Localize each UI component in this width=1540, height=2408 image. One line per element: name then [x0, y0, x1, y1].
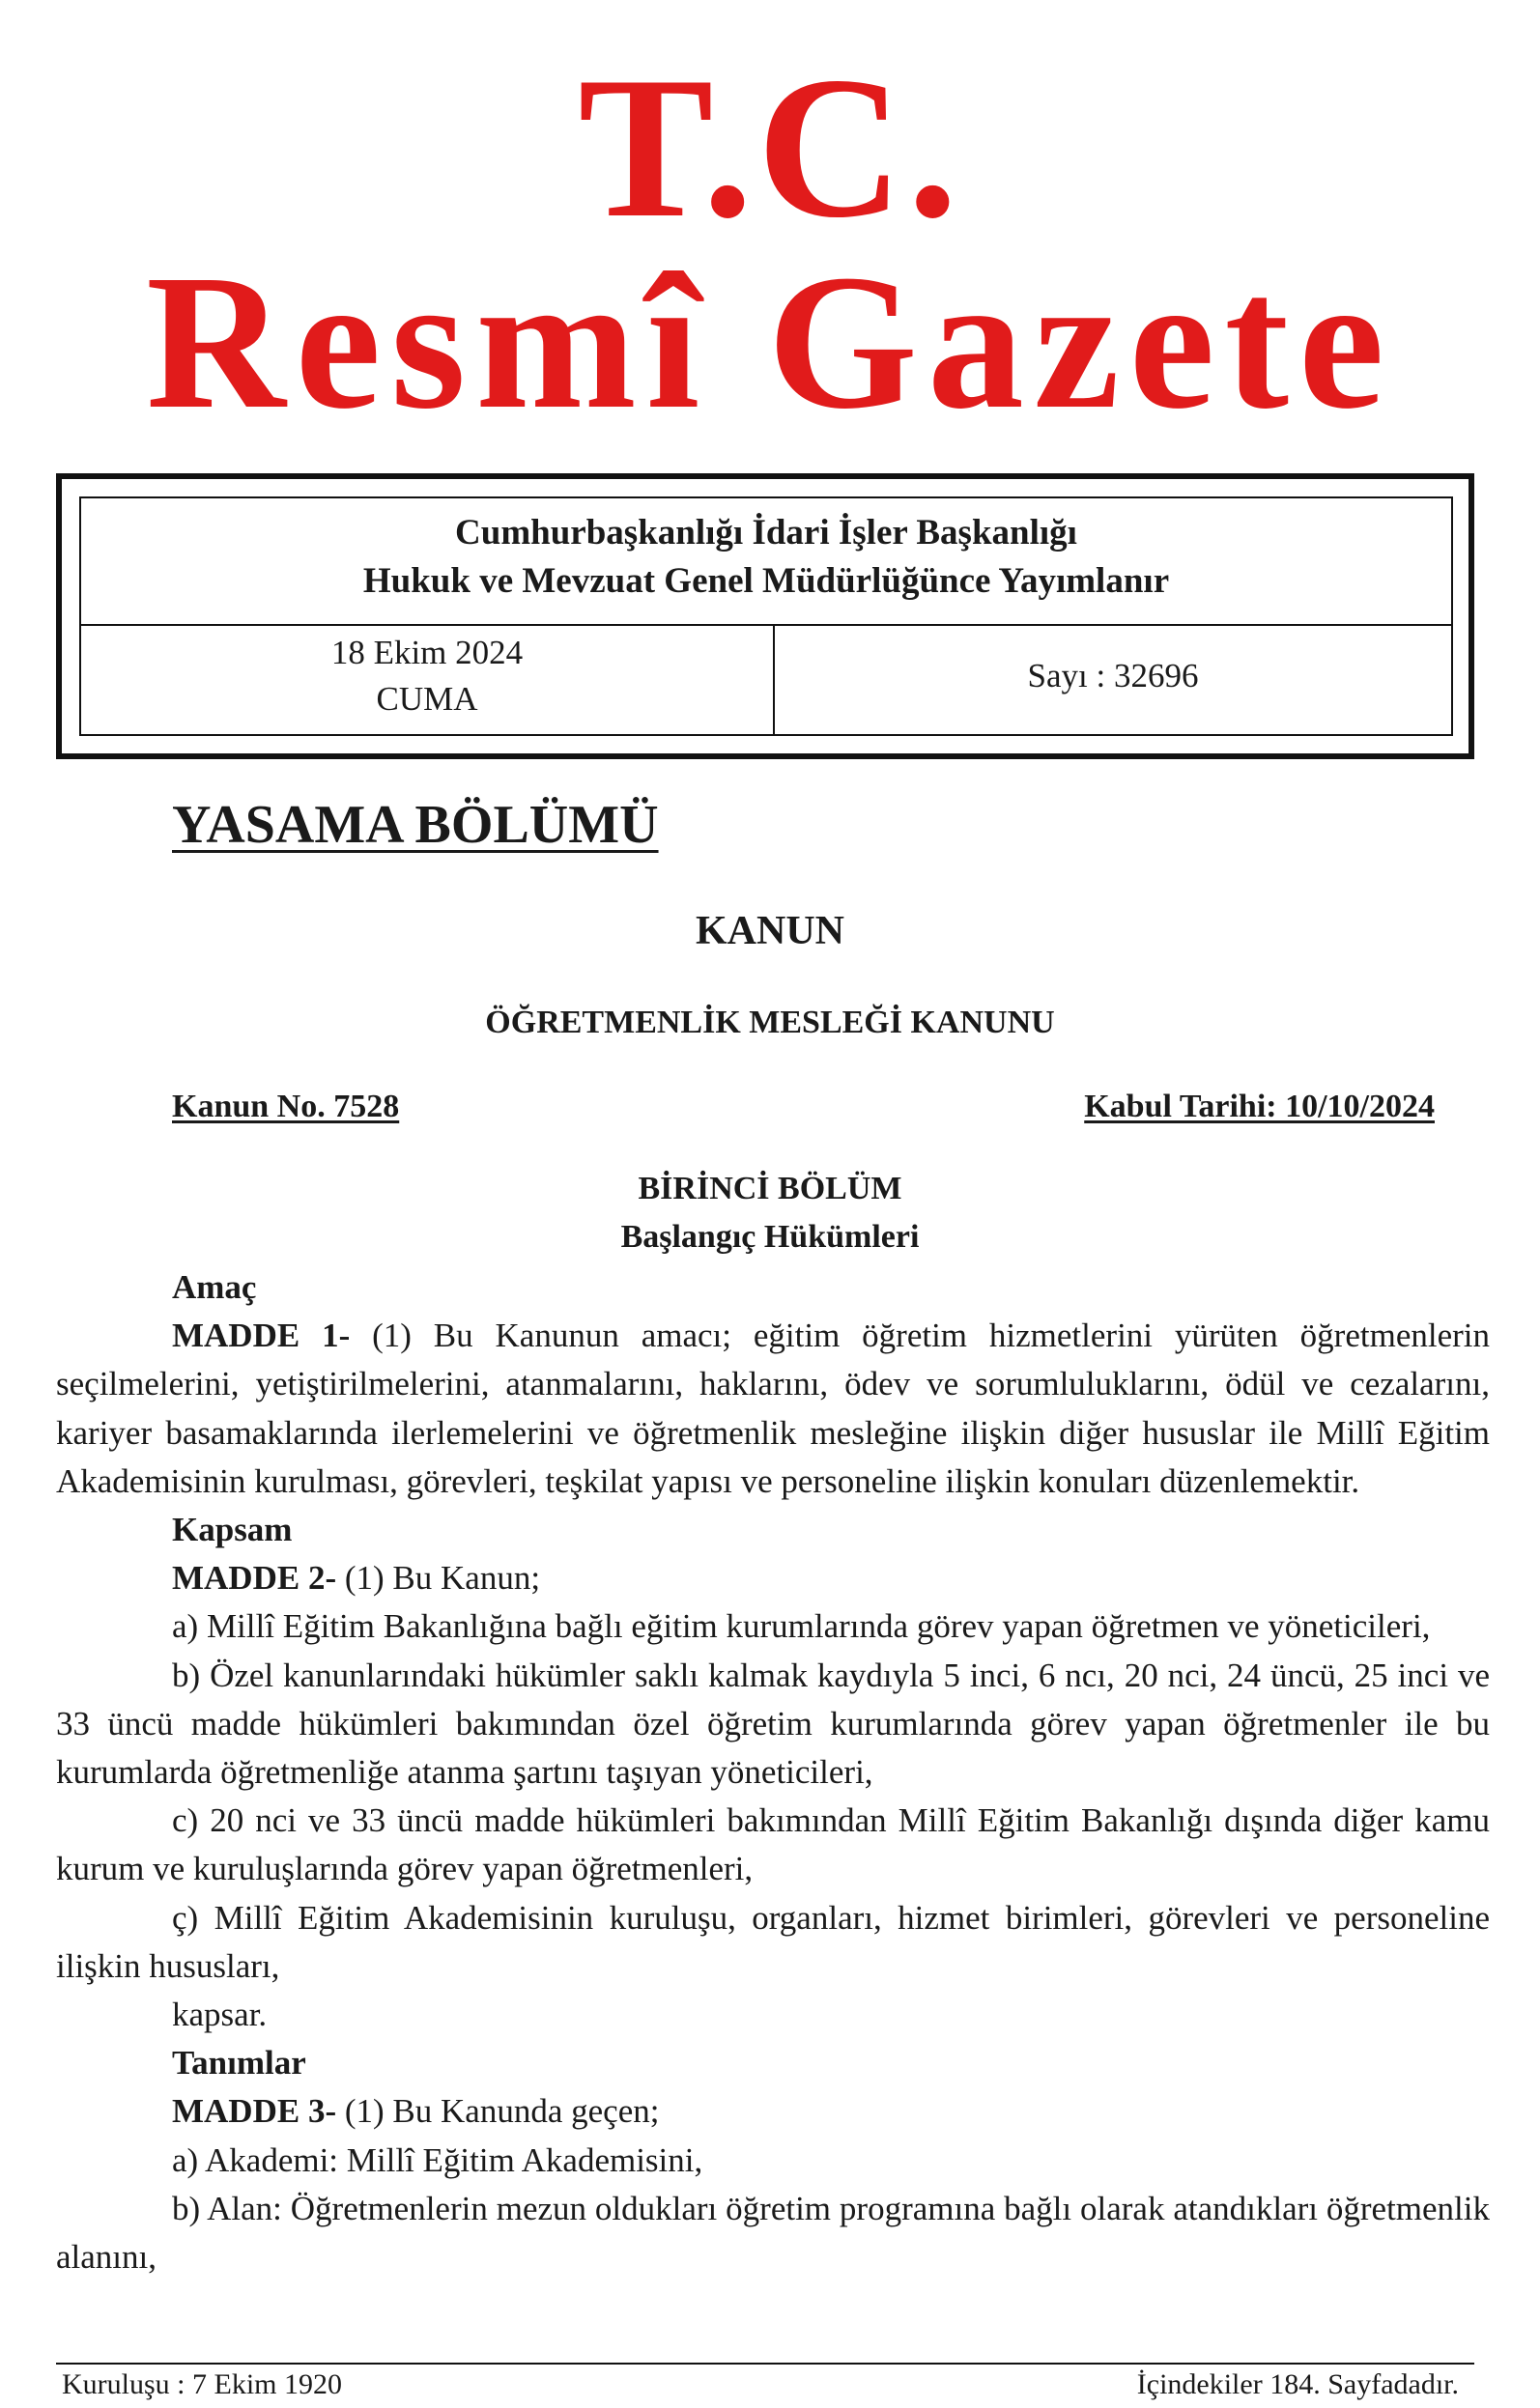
- article-1-label: MADDE 1-: [172, 1317, 351, 1355]
- law-accepted-date: Kabul Tarihi: 10/10/2024: [1084, 1089, 1435, 1124]
- article-3: [56, 2087, 1490, 2136]
- section-title: YASAMA BÖLÜMÜ: [172, 795, 659, 855]
- article-1-text: (1) Bu Kanunun amacı; eğitim öğretim hizmetlerini yürüten öğretmenlerin seçilmelerini, yetiştirilmelerini, atanmalarını, haklarını, ödev ve sorumluluklarını, ödül ve cezalarını, kariyer basamaklarında ilerlemelerini ve öğretmenlik mesleğine ilişkin diğer hususlar ile Millî Eğitim Akademisinin kurulması, görevleri, teşkilat yapısı ve personeline ilişkin konuları düzenlemektir.: [56, 1317, 1490, 1500]
- article-3-item-a: a) Akademi: Millî Eğitim Akademisini,: [172, 2140, 703, 2179]
- article-3-item-b: b) Alan: Öğretmenlerin mezun oldukları öğretim programına bağlı olarak atandıkları öğretmenlik alanını,: [56, 2189, 1490, 2277]
- article-2-item-a: a) Millî Eğitim Bakanlığına bağlı eğitim kurumlarında görev yapan öğretmen ve yöneticileri,: [172, 1607, 1431, 1646]
- publisher-line-1: Cumhurbaşkanlığı İdari İşler Başkanlığı: [455, 513, 1077, 552]
- issue-date: 18 Ekim 2024: [330, 634, 524, 671]
- article-2-item-b: b) Özel kanunlarındaki hükümler saklı kalmak kaydıyla 5 inci, 6 ncı, 20 nci, 24 üncü, 25 inci ve 33 üncü madde hükümleri bakımından özel öğretim kurumlarında görev yapan öğretmenler ile bu kurumlarda öğretmenliğe atanma şartını taşıyan yöneticileri,: [56, 1656, 1490, 1792]
- chapter-subtitle: Başlangıç Hükümleri: [620, 1219, 920, 1255]
- heading-kapsam: Kapsam: [172, 1511, 293, 1549]
- article-3-label: MADDE 3-: [172, 2092, 337, 2131]
- article-2-item-c: c) 20 nci ve 33 üncü madde hükümleri bakımından Millî Eğitim Bakanlığı dışında diğer kamu kurum ve kuruluşlarında görev yapan öğretmenleri,: [56, 1801, 1490, 1888]
- article-2-label: MADDE 2-: [172, 1559, 337, 1598]
- publisher-line-2: Hukuk ve Mevzuat Genel Müdürlüğünce Yayımlanır: [362, 561, 1170, 601]
- header-box-divider: [79, 624, 1453, 626]
- masthead-resmi-gazete: Resmî Gazete: [146, 236, 1394, 449]
- article-2-end: kapsar.: [172, 1996, 268, 2034]
- law-number: Kanun No. 7528: [172, 1089, 400, 1124]
- article-2-text: (1) Bu Kanun;: [336, 1559, 541, 1598]
- article-3-text: (1) Bu Kanunda geçen;: [336, 2092, 660, 2131]
- article-2-item-cc: ç) Millî Eğitim Akademisinin kuruluşu, organları, hizmet birimleri, görevleri ve personeline ilişkin hususları,: [56, 1898, 1490, 1985]
- masthead-tc: T.C.: [578, 36, 962, 260]
- law-body: [56, 1263, 1490, 2281]
- footer-divider: [56, 2363, 1474, 2365]
- chapter-title: BİRİNCİ BÖLÜM: [638, 1171, 902, 1206]
- article-2: [56, 1554, 1490, 1602]
- heading-amac: Amaç: [172, 1268, 257, 1306]
- law-type: KANUN: [696, 909, 844, 953]
- article-1: [56, 1312, 1490, 1506]
- issue-number: Sayı : 32696: [1027, 657, 1199, 694]
- footer-contents: İçindekiler 184. Sayfadadır.: [1136, 2368, 1459, 2400]
- footer-founded: Kuruluşu : 7 Ekim 1920: [62, 2368, 342, 2400]
- law-title: ÖĞRETMENLİK MESLEĞİ KANUNU: [485, 1005, 1055, 1040]
- heading-tanimlar: Tanımlar: [172, 2044, 306, 2082]
- issue-day: CUMA: [376, 680, 478, 718]
